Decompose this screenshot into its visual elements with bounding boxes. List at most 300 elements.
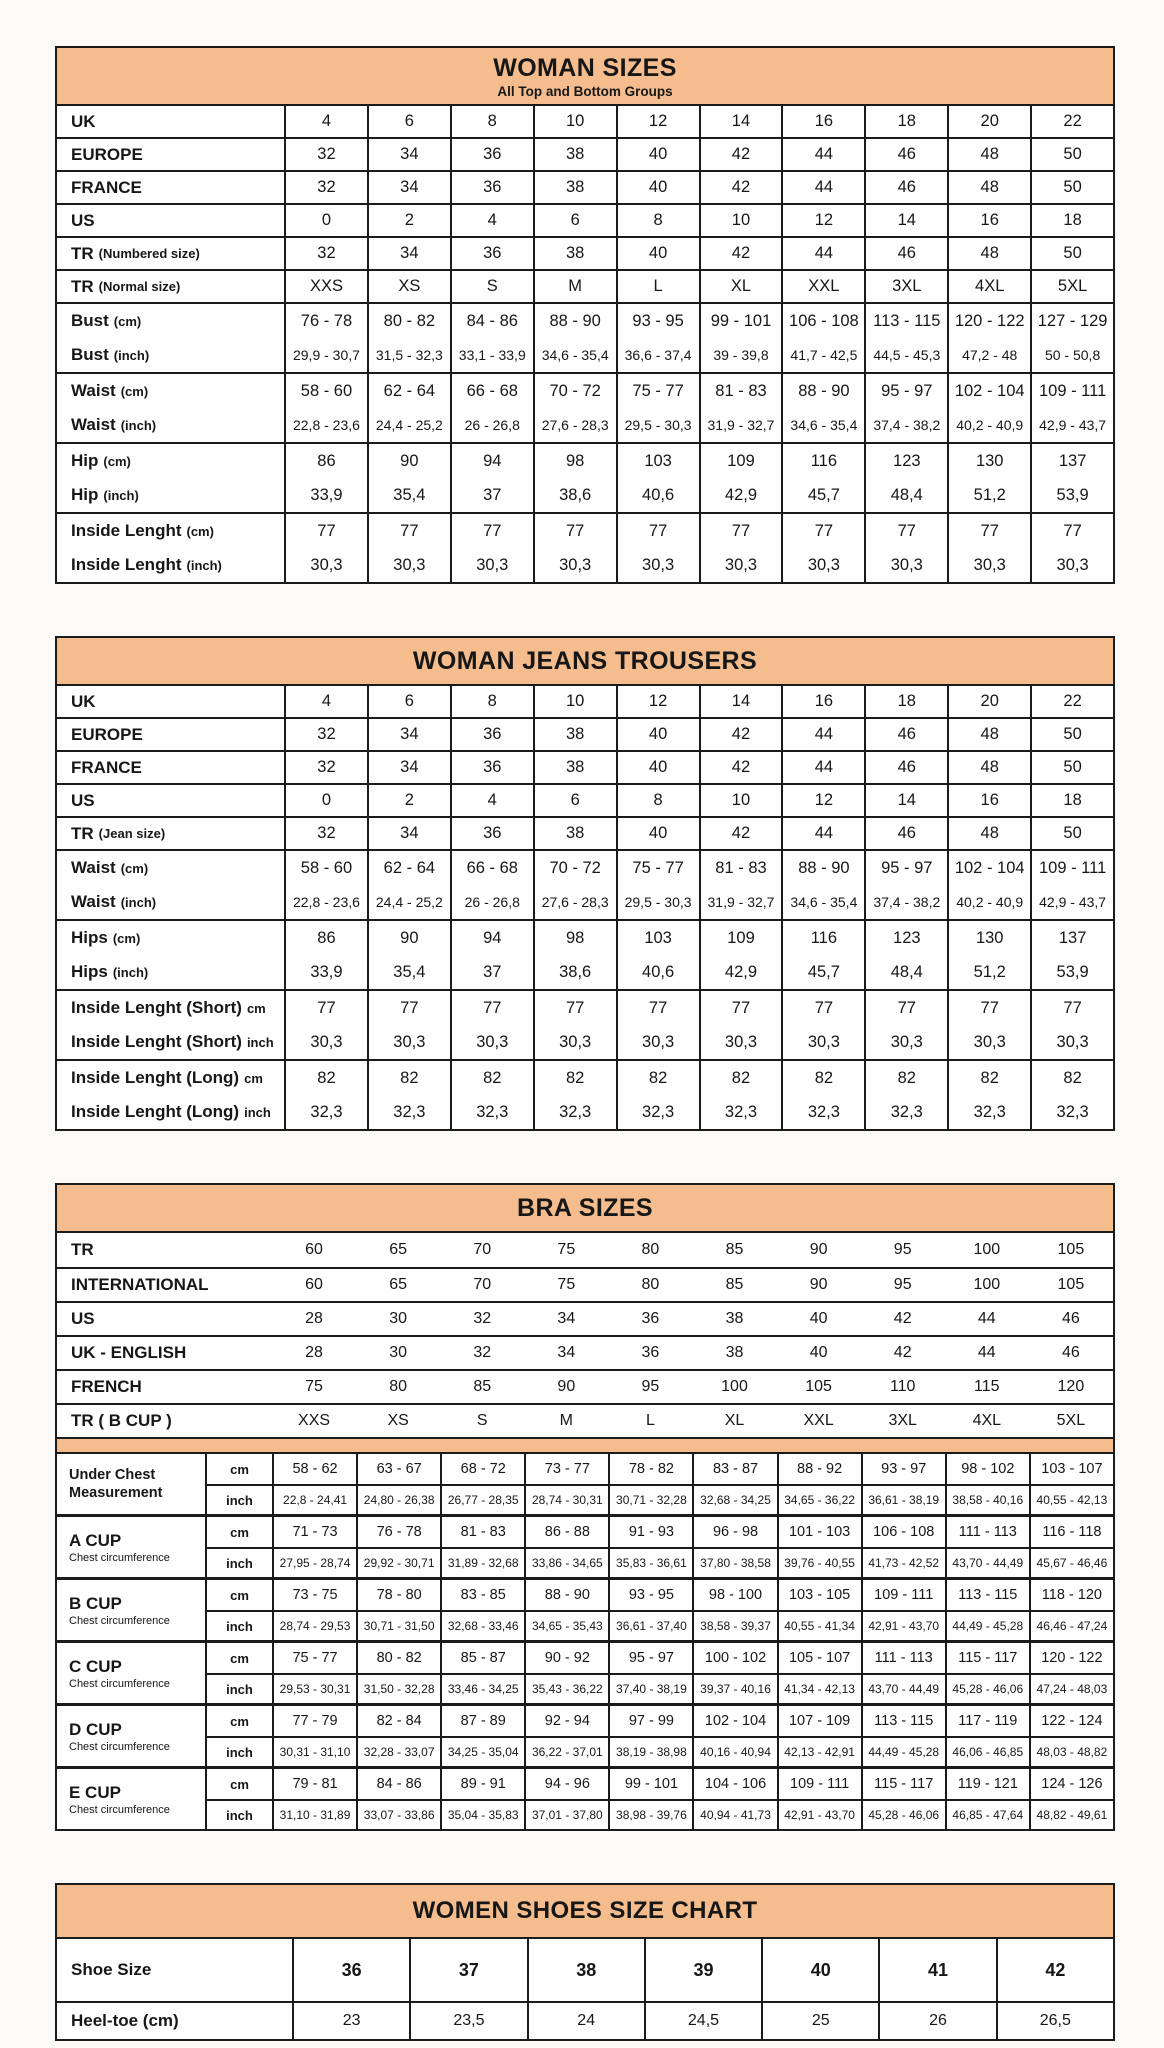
size-cell: 38 — [533, 719, 616, 750]
size-cell: 36 — [450, 752, 533, 783]
size-cell: 109 - 111 — [1030, 374, 1113, 408]
size-cell: 8 — [450, 686, 533, 717]
row-label-text: UK - ENGLISH — [71, 1343, 187, 1362]
size-cell: 84 - 86 — [356, 1769, 440, 1799]
size-cell: 77 — [947, 514, 1030, 548]
size-cell: 63 - 67 — [356, 1454, 440, 1484]
row-label — [57, 1405, 272, 1437]
size-cell: 40,6 — [616, 955, 699, 989]
size-cell: 30,3 — [1030, 1025, 1113, 1059]
row-label — [57, 271, 284, 302]
row-label — [57, 818, 284, 849]
size-cell: 77 - 79 — [272, 1706, 356, 1736]
size-cell: 58 - 62 — [272, 1454, 356, 1484]
bra-conversion-row — [57, 1267, 1113, 1301]
size-cell: 109 - 111 — [777, 1769, 861, 1799]
size-cell: 44,49 - 45,28 — [945, 1612, 1029, 1640]
row-label-unit: (inch) — [112, 964, 149, 980]
size-cell: 115 — [974, 1378, 1000, 1395]
woman-jeans-trousers-table — [55, 636, 1115, 1131]
table-row — [57, 719, 1113, 750]
size-cell: 41,73 - 42,52 — [861, 1549, 945, 1577]
size-cell: 36 — [450, 719, 533, 750]
size-cell: 46 — [1061, 1344, 1080, 1361]
size-cell: 30,3 — [947, 1025, 1030, 1059]
size-cell: 40 — [761, 1939, 878, 2001]
size-cell: 40 — [809, 1310, 828, 1327]
size-cell: 43,70 - 44,49 — [861, 1675, 945, 1703]
size-cell: 80 - 82 — [356, 1643, 440, 1673]
row-label — [57, 785, 284, 816]
cup-row-group — [57, 1703, 1113, 1766]
size-cell: 95 — [893, 1276, 912, 1293]
size-cell: 38,19 - 38,98 — [608, 1738, 692, 1766]
size-cell: 75 - 77 — [272, 1643, 356, 1673]
size-cell: 77 — [864, 514, 947, 548]
size-cell: 109 — [699, 921, 782, 955]
size-cell: 38,6 — [533, 478, 616, 512]
row-label — [57, 1061, 284, 1095]
row-label-text: TR — [71, 1240, 94, 1259]
size-cell: 38 — [533, 752, 616, 783]
size-cell: 48,4 — [864, 478, 947, 512]
size-cell: 30,3 — [699, 548, 782, 582]
row-label — [57, 752, 284, 783]
size-cell: 50 — [1030, 719, 1113, 750]
size-cell: 77 — [699, 991, 782, 1025]
size-cell: 40 — [616, 238, 699, 269]
size-cell: 26 - 26,8 — [450, 408, 533, 442]
size-cell: 107 - 109 — [777, 1706, 861, 1736]
row-label-unit: (inch) — [186, 557, 222, 573]
size-cell: 99 - 101 — [608, 1769, 692, 1799]
size-cell: 30,3 — [533, 548, 616, 582]
size-cell: 77 — [533, 991, 616, 1025]
size-cell: 75 — [305, 1378, 323, 1395]
row-label-text: EUROPE — [71, 724, 143, 744]
row-label-text: TR ( B CUP ) — [71, 1411, 172, 1430]
size-cell: 76 - 78 — [284, 304, 367, 338]
row-group — [57, 1059, 1113, 1129]
row-label — [57, 1580, 205, 1640]
size-cell: 75 - 77 — [616, 374, 699, 408]
size-cell: 45,7 — [781, 478, 864, 512]
size-cell: 130 — [947, 444, 1030, 478]
size-cell: 18 — [864, 686, 947, 717]
size-cell: 30,3 — [450, 1025, 533, 1059]
table-row — [57, 139, 1113, 170]
row-group — [57, 302, 1113, 372]
size-cell: 93 - 95 — [608, 1580, 692, 1610]
bra-conversion-row — [57, 1369, 1113, 1403]
row-group — [57, 686, 1113, 717]
size-cell: 10 — [699, 785, 782, 816]
size-cell: 38 — [533, 139, 616, 170]
size-cell: 46 — [864, 139, 947, 170]
row-label-unit: (cm) — [186, 523, 214, 539]
row-label — [57, 205, 284, 236]
size-cell: 44 — [977, 1344, 996, 1361]
size-cell: 35,83 - 36,61 — [608, 1549, 692, 1577]
size-cell: 32,3 — [699, 1095, 782, 1129]
size-cell: 70 — [473, 1241, 492, 1258]
size-cell: 95 — [893, 1241, 912, 1258]
row-label — [57, 1454, 205, 1514]
size-cell: 34 — [367, 719, 450, 750]
size-cell: 42 — [699, 139, 782, 170]
size-cell: 28,74 - 30,31 — [524, 1486, 608, 1514]
size-cell: 101 - 103 — [777, 1517, 861, 1547]
size-cell: 111 - 113 — [861, 1643, 945, 1673]
size-cell: 35,4 — [367, 478, 450, 512]
table-row — [57, 1095, 1113, 1129]
size-cell: 30,3 — [699, 1025, 782, 1059]
size-cell: 82 — [1030, 1061, 1113, 1095]
size-cell: 30,3 — [947, 548, 1030, 582]
row-label-text: Bust — [71, 311, 109, 330]
table-row — [205, 1580, 1113, 1610]
size-cell: 14 — [699, 686, 782, 717]
row-label — [57, 991, 284, 1025]
size-cell: 113 - 115 — [945, 1580, 1029, 1610]
table-title: WOMEN SHOES SIZE CHART — [412, 1897, 758, 1924]
size-cell: 24,5 — [644, 2003, 761, 2039]
row-label-text: Inside Lenght (Long) — [71, 1068, 240, 1087]
size-cell: 48 — [947, 139, 1030, 170]
size-cell: 96 - 98 — [692, 1517, 776, 1547]
table-title-band — [57, 638, 1113, 686]
size-cell: 4 — [450, 205, 533, 236]
row-label — [57, 408, 284, 442]
size-cell: 44 — [781, 238, 864, 269]
row-label — [57, 478, 284, 512]
size-cell: 103 — [616, 444, 699, 478]
size-cell: 34 — [367, 139, 450, 170]
size-cell: 27,6 - 28,3 — [533, 408, 616, 442]
size-cell: 5XL — [1056, 1412, 1086, 1429]
size-cell: 36 — [450, 139, 533, 170]
size-cell: 4XL — [972, 1412, 1002, 1429]
size-cell: 34 — [367, 238, 450, 269]
row-label-unit: (inch) — [120, 894, 157, 910]
size-cell: 34,6 - 35,4 — [781, 885, 864, 919]
size-cell: 105 — [805, 1378, 832, 1395]
row-label-text: Inside Lenght — [71, 521, 182, 540]
size-cell: 6 — [367, 106, 450, 137]
size-cell: 41,34 - 42,13 — [777, 1675, 861, 1703]
size-cell: 32 — [473, 1310, 492, 1327]
size-cell: 44 — [977, 1310, 996, 1327]
size-cell: XXL — [781, 271, 864, 302]
row-label-text: Hip — [71, 451, 99, 470]
size-cell: 31,5 - 32,3 — [367, 338, 450, 372]
row-label — [57, 106, 284, 137]
size-cell: 113 - 115 — [864, 304, 947, 338]
size-cell: 73 - 75 — [272, 1580, 356, 1610]
size-cell: 12 — [781, 785, 864, 816]
row-label-unit: (cm) — [103, 453, 131, 469]
size-cell: 34 — [557, 1344, 576, 1361]
size-cell: 106 - 108 — [861, 1517, 945, 1547]
table-row — [57, 921, 1113, 955]
size-cell: 58 - 60 — [284, 851, 367, 885]
size-cell: 109 - 111 — [861, 1580, 945, 1610]
size-cell: 46 — [864, 818, 947, 849]
row-label — [57, 374, 284, 408]
size-cell: 37,4 - 38,2 — [864, 885, 947, 919]
size-cell: 39 - 39,8 — [699, 338, 782, 372]
size-cell: 41 — [878, 1939, 995, 2001]
size-cell: 31,9 - 32,7 — [699, 408, 782, 442]
size-cell: 38,98 - 39,76 — [608, 1801, 692, 1829]
table-row — [205, 1454, 1113, 1484]
size-cell: 38 — [533, 818, 616, 849]
size-cell: 0 — [284, 785, 367, 816]
size-cell: 90 - 92 — [524, 1643, 608, 1673]
size-cell: 31,10 - 31,89 — [272, 1801, 356, 1829]
table-row — [57, 172, 1113, 203]
size-cell: 44,5 - 45,3 — [864, 338, 947, 372]
size-cell: 77 — [284, 514, 367, 548]
row-label-unit: (inch) — [103, 487, 139, 503]
size-cell: 116 — [781, 444, 864, 478]
size-cell: 105 — [1057, 1276, 1085, 1293]
size-cell: 8 — [616, 785, 699, 816]
unit-label: inch — [205, 1486, 272, 1514]
row-label — [57, 1269, 272, 1301]
row-label-text: Hip — [71, 485, 99, 504]
size-cell: 6 — [533, 785, 616, 816]
size-cell: 120 - 122 — [947, 304, 1030, 338]
size-cell: 12 — [781, 205, 864, 236]
table-title-band — [57, 1185, 1113, 1233]
cup-row-group — [57, 1454, 1113, 1514]
row-label-text: TR — [71, 276, 94, 296]
size-cell: 30,71 - 31,50 — [356, 1612, 440, 1640]
size-cell: 30,3 — [367, 1025, 450, 1059]
size-cell: 78 - 80 — [356, 1580, 440, 1610]
size-cell: 35,43 - 36,22 — [524, 1675, 608, 1703]
size-cell: 42,9 — [699, 478, 782, 512]
size-cell: 16 — [947, 785, 1030, 816]
size-cell: 91 - 93 — [608, 1517, 692, 1547]
size-cell: 14 — [699, 106, 782, 137]
size-cell: 94 — [450, 921, 533, 955]
size-cell: 32,3 — [284, 1095, 367, 1129]
size-cell: 66 - 68 — [450, 851, 533, 885]
row-label-text: D CUP — [69, 1719, 122, 1739]
row-group — [57, 442, 1113, 512]
size-cell: 37,40 - 38,19 — [608, 1675, 692, 1703]
size-cell: 32,3 — [781, 1095, 864, 1129]
size-cell: 124 - 126 — [1029, 1769, 1113, 1799]
size-cell: 46 — [1061, 1310, 1080, 1327]
size-cell: 44 — [781, 139, 864, 170]
size-cell: 42 — [699, 172, 782, 203]
table-row — [205, 1484, 1113, 1514]
bra-conversion-section — [57, 1233, 1113, 1437]
row-label — [57, 548, 284, 582]
row-label — [57, 1025, 284, 1059]
size-cell: 85 — [725, 1276, 744, 1293]
table-row — [205, 1643, 1113, 1673]
size-cell: 87 - 89 — [440, 1706, 524, 1736]
size-cell: 38,58 - 39,37 — [692, 1612, 776, 1640]
row-group — [57, 137, 1113, 170]
size-cell: 100 — [973, 1276, 1001, 1293]
bra-conversion-row — [57, 1335, 1113, 1369]
size-cell: 53,9 — [1030, 955, 1113, 989]
size-cell: 45,7 — [781, 955, 864, 989]
size-cell: 30,3 — [284, 548, 367, 582]
size-cell: 137 — [1030, 444, 1113, 478]
row-label-text: TR — [71, 243, 94, 263]
size-cell: 77 — [284, 991, 367, 1025]
size-cell: 16 — [781, 106, 864, 137]
size-cell: 22,8 - 24,41 — [272, 1486, 356, 1514]
size-cell: 116 - 118 — [1029, 1517, 1113, 1547]
size-cell: 82 — [450, 1061, 533, 1095]
row-label-text: Inside Lenght (Short) — [71, 998, 242, 1017]
row-group — [57, 849, 1113, 919]
size-cell: 46 — [864, 172, 947, 203]
size-cell: 37 — [409, 1939, 526, 2001]
size-cell: 88 - 90 — [533, 304, 616, 338]
size-cell: 83 - 85 — [440, 1580, 524, 1610]
size-cell: 77 — [699, 514, 782, 548]
row-label-text: US — [71, 210, 95, 230]
size-cell: 26 - 26,8 — [450, 885, 533, 919]
row-label — [57, 1233, 272, 1267]
size-cell: 37 — [450, 478, 533, 512]
size-cell: 50 - 50,8 — [1030, 338, 1113, 372]
size-cell: 42 — [893, 1310, 912, 1327]
size-cell: 30,3 — [533, 1025, 616, 1059]
size-cell: 32 — [284, 752, 367, 783]
size-cell: 22,8 - 23,6 — [284, 408, 367, 442]
size-cell: M — [559, 1412, 573, 1429]
size-cell: XXS — [298, 1412, 331, 1429]
size-cell: 84 - 86 — [450, 304, 533, 338]
row-label-unit: (inch) — [120, 417, 157, 433]
size-cell: 119 - 121 — [945, 1769, 1029, 1799]
table-row — [57, 785, 1113, 816]
size-cell: 24,4 - 25,2 — [367, 408, 450, 442]
size-cell: 40 — [616, 172, 699, 203]
size-cell: 38,58 - 40,16 — [945, 1486, 1029, 1514]
size-cell: 36,61 - 37,40 — [608, 1612, 692, 1640]
size-cell: 95 - 97 — [864, 851, 947, 885]
size-cell: 10 — [533, 686, 616, 717]
row-label-subtext: Chest circumference — [69, 1740, 170, 1753]
women-shoes-size-chart-table — [55, 1883, 1115, 2041]
size-cell: 50 — [1030, 752, 1113, 783]
row-label-text: FRANCE — [71, 177, 142, 197]
size-cell: XXL — [803, 1412, 834, 1429]
size-cell: 26 — [878, 2003, 995, 2039]
size-cell: 32 — [284, 818, 367, 849]
size-cell: 40,6 — [616, 478, 699, 512]
size-cell: 32 — [284, 719, 367, 750]
size-cell: 88 - 92 — [777, 1454, 861, 1484]
unit-label: inch — [205, 1675, 272, 1703]
size-cell: 32,3 — [1030, 1095, 1113, 1129]
size-cell: 82 — [699, 1061, 782, 1095]
size-cell: 38 — [533, 238, 616, 269]
size-cell: 77 — [947, 991, 1030, 1025]
size-cell: 48,03 - 48,82 — [1029, 1738, 1113, 1766]
size-cell: 70 - 72 — [533, 851, 616, 885]
size-cell: 98 — [533, 444, 616, 478]
size-cell: 37 — [450, 955, 533, 989]
row-label-text: Shoe Size — [71, 1960, 152, 1979]
size-cell: 106 - 108 — [781, 304, 864, 338]
row-group — [57, 750, 1113, 783]
unit-label: inch — [205, 1549, 272, 1577]
table-row — [205, 1547, 1113, 1577]
size-cell: 32 — [473, 1344, 492, 1361]
size-cell: 120 — [1057, 1378, 1085, 1395]
size-cell: 2 — [367, 205, 450, 236]
size-cell: 40,2 - 40,9 — [947, 408, 1030, 442]
size-cell: 22 — [1030, 686, 1113, 717]
size-cell: 120 - 122 — [1029, 1643, 1113, 1673]
row-label-text: E CUP — [69, 1782, 121, 1802]
size-cell: 103 - 107 — [1029, 1454, 1113, 1484]
row-label — [57, 1643, 205, 1703]
size-cell: 81 - 83 — [699, 851, 782, 885]
size-cell: 50 — [1030, 139, 1113, 170]
size-cell: 35,04 - 35,83 — [440, 1801, 524, 1829]
size-cell: 29,92 - 30,71 — [356, 1549, 440, 1577]
size-cell: 60 — [305, 1276, 323, 1293]
size-cell: 34 — [367, 752, 450, 783]
size-cell: 32,68 - 34,25 — [692, 1486, 776, 1514]
size-cell: 41,7 - 42,5 — [781, 338, 864, 372]
size-cell: 95 - 97 — [864, 374, 947, 408]
unit-label: cm — [205, 1643, 272, 1673]
table-row — [57, 238, 1113, 269]
row-label — [57, 1337, 272, 1369]
size-cell: 30,3 — [616, 548, 699, 582]
table-row — [57, 205, 1113, 236]
size-cell: 44 — [781, 172, 864, 203]
size-cell: 30,3 — [781, 1025, 864, 1059]
size-cell: 30,3 — [450, 548, 533, 582]
size-cell: M — [533, 271, 616, 302]
row-label-unit: (Normal size) — [98, 279, 181, 294]
size-cell: 58 - 60 — [284, 374, 367, 408]
cup-measurements — [205, 1643, 1113, 1703]
size-cell: 18 — [1030, 785, 1113, 816]
size-cell: 45,28 - 46,06 — [861, 1801, 945, 1829]
size-cell: 104 - 106 — [692, 1769, 776, 1799]
table-row — [57, 2001, 1113, 2039]
size-cell: 6 — [533, 205, 616, 236]
row-label — [57, 1095, 284, 1129]
size-cell: 10 — [533, 106, 616, 137]
row-label — [57, 172, 284, 203]
cup-row-group — [57, 1577, 1113, 1640]
size-cell: 29,53 - 30,31 — [272, 1675, 356, 1703]
size-cell: 115 - 117 — [945, 1643, 1029, 1673]
row-label-unit: cm — [246, 1000, 266, 1016]
size-cell: 42 — [699, 238, 782, 269]
size-cell: 32,3 — [947, 1095, 1030, 1129]
size-cell: 82 — [284, 1061, 367, 1095]
table-subtitle: All Top and Bottom Groups — [497, 83, 673, 99]
table-row — [57, 851, 1113, 885]
